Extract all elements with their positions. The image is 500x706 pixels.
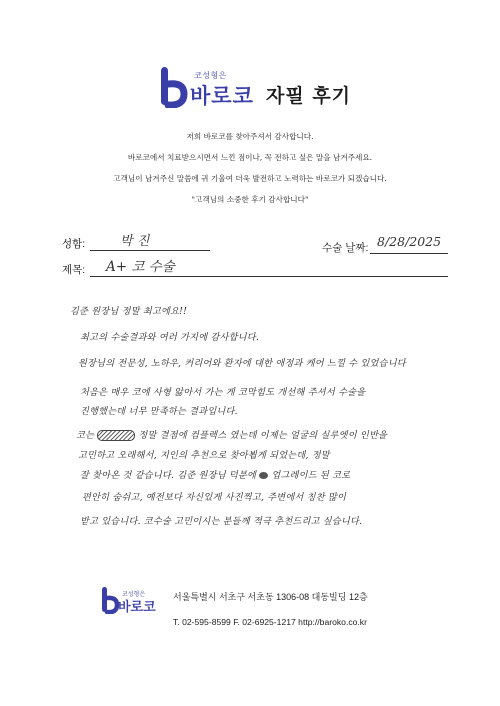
subject-value: A+ 코 수술 — [106, 259, 175, 275]
intro-line-3: 고객님이 남겨주신 말씀에 귀 기울여 더욱 발전하고 노력하는 바로코가 되겠습니다. — [113, 174, 387, 183]
review-line-6 — [76, 427, 387, 441]
review-line-8a: 잘 찾아온 것 같습니다. 김준 원장님 덕분에 — [80, 470, 257, 481]
subject-underline — [90, 276, 448, 277]
review-line-3: 원장님의 전문성, 노하우, 커리어와 환자에 대한 애정과 케어 느낄 수 있었습니다 — [78, 358, 406, 369]
footer-address: 서울특별시 서초구 서초동 1306-08 대동빌딩 12층 — [173, 592, 368, 602]
date-underline — [370, 253, 448, 254]
name-label: 성함: — [62, 238, 86, 250]
review-line-6b: 정말 결점에 컴플렉스 였는데 이제는 얼굴의 실루엣이 인반을 — [138, 430, 388, 441]
review-line-1: 김준 원장님 정말 최고에요!! — [70, 306, 187, 317]
footer-logo-icon — [100, 586, 120, 614]
review-line-6a: 코는 — [76, 430, 95, 441]
header-logo — [158, 66, 358, 112]
crossed-out-mark — [259, 472, 268, 479]
review-line-5: 진행했는데 너무 만족하는 결과입니다. — [80, 406, 238, 417]
review-line-9: 편안히 숨쉬고, 예전보다 자신있게 사진찍고, 주변에서 칭찬 많이 — [82, 492, 347, 503]
surgery-date-value: 8/28/2025 — [377, 234, 442, 249]
intro-line-4: "고객님의 소중한 후기 감사합니다" — [191, 195, 309, 204]
footer-contact: T. 02-595-8599 F. 02-6925-1217 http://baroko.co.kr — [173, 617, 367, 627]
footer-brand-name: 바로코 — [118, 600, 156, 615]
review-line-4: 처음은 매우 코에 사형 앓아서 가는 게 코막힘도 개선해 주셔서 수술을 — [80, 387, 366, 398]
intro-line-2: 바로코에서 치료받으시면서 느낀 점이나, 꼭 전하고 싶은 말을 남겨주세요. — [127, 153, 373, 162]
review-line-8b: 업그레이드 된 코로 — [271, 470, 351, 481]
footer-brand-tagline: 코성형은 — [122, 591, 146, 598]
name-value: 박 진 — [120, 234, 150, 249]
brand-name: 바로코 — [190, 84, 254, 108]
page-title: 자필 후기 — [266, 85, 352, 107]
name-underline — [90, 250, 210, 251]
subject-label: 제목: — [62, 264, 86, 276]
review-line-2: 최고의 수술결과와 여러 가지에 감사합니다. — [80, 332, 259, 343]
surgery-date-label: 수술 날짜: — [322, 242, 369, 254]
intro-line-1: 저희 바로코를 찾아주셔서 감사합니다. — [186, 132, 314, 141]
brand-tagline: 코성형은 — [194, 71, 227, 80]
review-line-8 — [80, 467, 350, 481]
review-line-7: 고민하고 오래해서, 지인의 추천으로 찾아뵙게 되었는데, 정말 — [78, 450, 330, 461]
review-line-10: 받고 있습니다. 코수술 고민이시는 분들께 적극 추천드리고 싶습니다. — [80, 516, 363, 527]
crossed-out-scribble — [97, 430, 135, 441]
baroko-logo-icon — [158, 66, 188, 108]
